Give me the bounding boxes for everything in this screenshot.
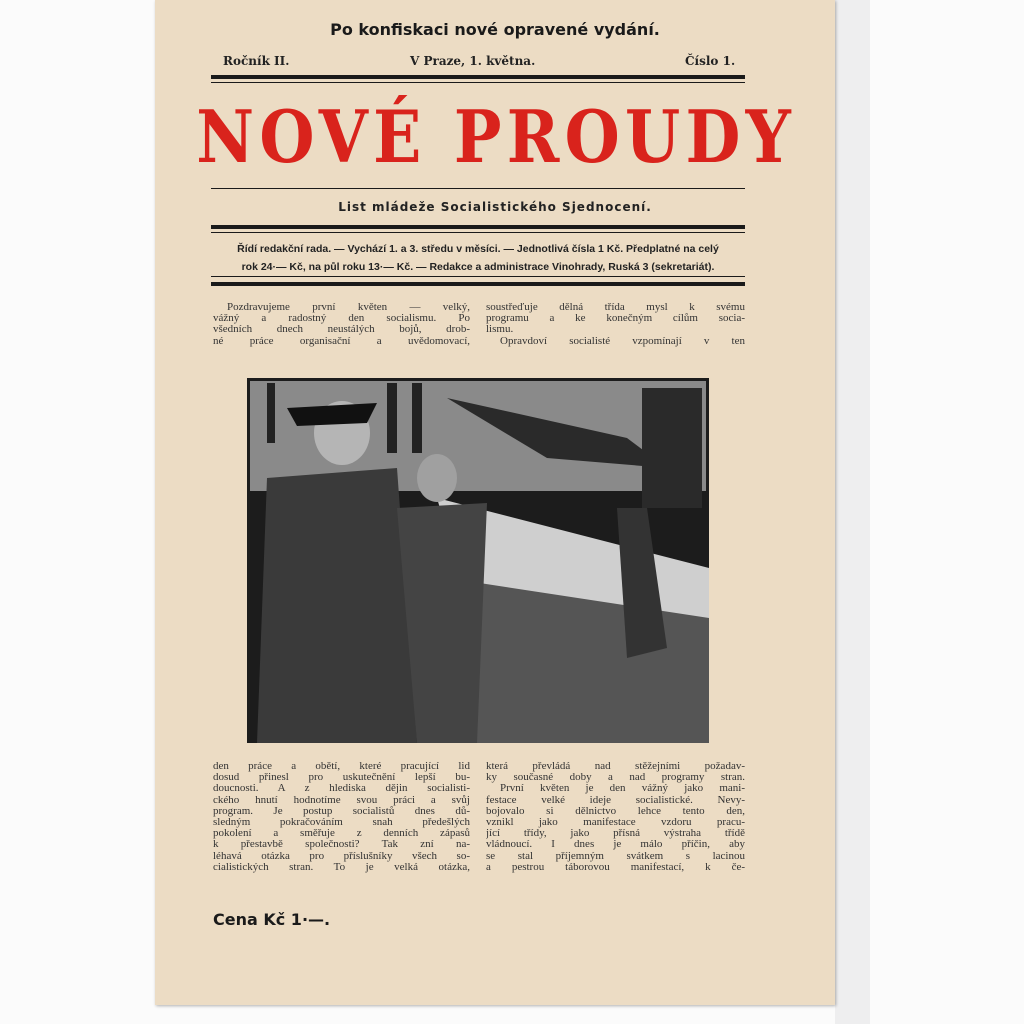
text-line: která převládá nad stěžejními požadav- bbox=[486, 761, 745, 772]
text-line: program. Je postup socialistů dnes dů- bbox=[213, 805, 470, 817]
text-line: se stal příjemným svátkem s lacinou bbox=[486, 850, 745, 862]
text-line: né práce organisační a uvědomovací, bbox=[213, 335, 470, 347]
text-line: vážný a radostný den socialismu. Po bbox=[213, 313, 470, 325]
text-line: den práce a obětí, které pracující lid bbox=[213, 761, 470, 772]
info-line-row bbox=[211, 258, 745, 276]
text-line: k přestavbě společnosti? Tak zní na- bbox=[213, 839, 470, 851]
text-line: ky současné doby a nad programy stran. bbox=[486, 772, 745, 784]
divider bbox=[211, 225, 745, 229]
price-label: Cena Kč 1·—. bbox=[213, 910, 331, 929]
publication-info bbox=[211, 240, 745, 276]
issue-number: Číslo 1. bbox=[685, 54, 736, 68]
text-line: Opravdoví socialisté vzpomínají v ten bbox=[500, 335, 745, 347]
divider bbox=[211, 232, 745, 233]
text-line: Pozdravujeme první květen — velký, bbox=[227, 302, 470, 313]
masthead-title-text: NOVÉ PROUDY bbox=[196, 94, 797, 179]
volume-label: Ročník II. bbox=[223, 54, 290, 68]
text-line: doucnosti. A z hlediska dějin socialisti- bbox=[213, 783, 470, 795]
text-line: léhavá otázka pro příslušníky všech so- bbox=[213, 850, 470, 862]
place-date: V Praze, 1. května. bbox=[410, 54, 536, 68]
text-line: všedních dnech neustálých bojů, drob- bbox=[213, 324, 470, 336]
confiscation-notice: Po konfiskaci nové opravené vydání. bbox=[330, 20, 660, 39]
text-line: festace velké ideje socialistické. Nevy- bbox=[486, 794, 745, 806]
info-line: rok 24·— Kč, na půl roku 13·— Kč. — Redakce a administrace Vinohrady, Ruská 3 (sekretariát). bbox=[241, 261, 715, 273]
text-line: ckého hnutí hodnotíme svou práci a svůj bbox=[213, 794, 470, 806]
text-line: pokolení a směřuje z denních zápasů bbox=[213, 828, 470, 840]
divider bbox=[211, 188, 745, 189]
text-line: vládnoucí. I dnes je málo příčin, aby bbox=[486, 839, 745, 851]
divider bbox=[211, 75, 745, 79]
text-line: cialistických stran. To je velká otázka, bbox=[213, 861, 470, 873]
masthead-title bbox=[155, 92, 835, 182]
info-line-row bbox=[211, 240, 745, 258]
newspaper-page bbox=[155, 0, 835, 1005]
masthead-subtitle: List mládeže Socialistického Sjednocení. bbox=[338, 200, 652, 214]
article-column-top-left bbox=[213, 302, 470, 347]
divider bbox=[211, 276, 745, 277]
article-column-bottom-left bbox=[213, 761, 470, 873]
text-line: jící třídy, jako přísná výstraha třídě bbox=[486, 828, 745, 840]
text-line: sledným pokračováním snah předešlých bbox=[213, 816, 470, 828]
info-line: Řídí redakční rada. — Vychází 1. a 3. středu v měsíci. — Jednotlivá čísla 1 Kč. Předplatné na celý bbox=[237, 243, 719, 255]
text-line: a pestrou táborovou manifestací, k če- bbox=[486, 861, 745, 873]
text-line: dosud přinesl pro uskutečnění lepší bu- bbox=[213, 772, 470, 784]
text-line: lismu. bbox=[486, 324, 514, 336]
article-column-bottom-right bbox=[486, 761, 745, 873]
text-line: vznikl jako manifestace vzdoru pracu- bbox=[486, 816, 745, 828]
woodcut-illustration bbox=[247, 378, 709, 743]
text-line: První květen je den vážný jako mani- bbox=[500, 783, 745, 795]
text-line: soustřeďuje dělná třída mysl k svému bbox=[486, 302, 745, 313]
divider bbox=[211, 82, 745, 83]
scan-background-strip bbox=[835, 0, 870, 1024]
text-line: bojovalo si dělnictvo lehce tento den, bbox=[486, 805, 745, 817]
text-line: programu a ke konečným cílům socia- bbox=[486, 313, 745, 325]
article-column-top-right bbox=[486, 302, 745, 347]
divider bbox=[211, 282, 745, 286]
